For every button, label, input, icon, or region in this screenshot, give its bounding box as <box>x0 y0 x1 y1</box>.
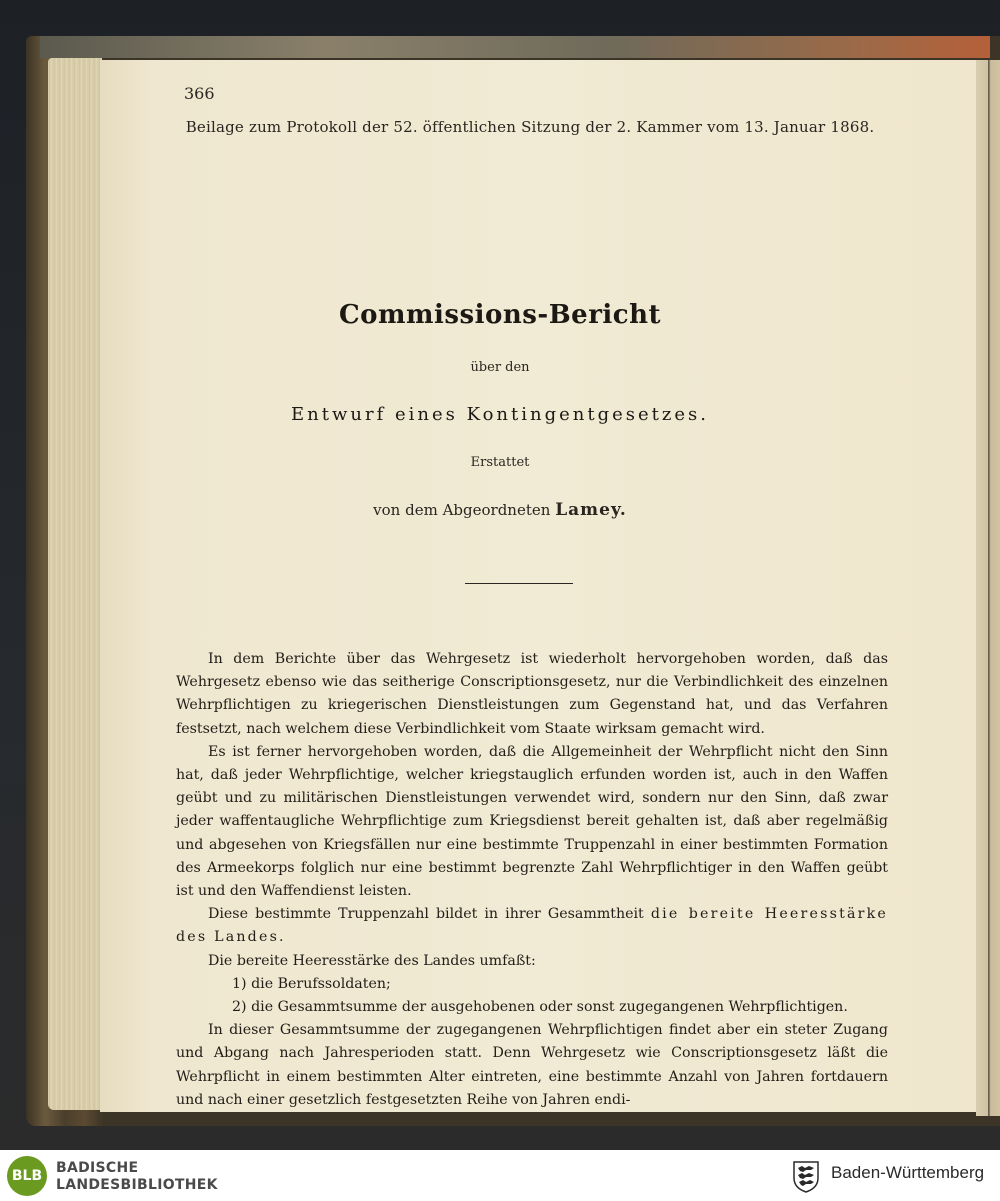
list-item-1: 1) die Berufssoldaten; <box>232 975 391 992</box>
blb-logo[interactable]: BLB <box>7 1156 47 1196</box>
report-title: Commissions-Bericht <box>338 300 662 330</box>
coat-of-arms-icon <box>790 1160 822 1194</box>
paragraph-3-spaced: die bereite Heeresstärke des Landes. <box>176 906 888 946</box>
paragraph-3-start: Diese bestimmte Truppenzahl bildet in ihrer Gesammtheit <box>208 906 644 923</box>
report-author-line <box>180 500 820 520</box>
body-text <box>176 648 888 1112</box>
paragraph-2: Es ist ferner hervorgehoben worden, daß die Allgemeinheit der Wehrpflicht nicht den Sinn hat, daß jeder Wehrpflichtige, welcher kriegstauglich erfunden worden ist, auch in den Waffen geübt und zu militärischen Dienstleistungen verwendet wird, sondern nur den Sinn, daß zwar jeder waffentaugliche Wehrpflichtige zum Kriegsdienst bereit gehalten ist, daß aber regelmäßig und abgesehen von Kriegsfällen nur eine bestimmte Truppenzahl in einer bestimmten Formation des Armeekorps folglich nur eine bestimmt begrenzte Zahl Wehrpflichtiger in den Waffen geübt ist und den Waffendienst leisten. <box>176 743 888 900</box>
book-cover-top-edge <box>40 36 990 58</box>
blb-name-line1: BADISCHE <box>56 1160 139 1176</box>
paragraph-5: In dieser Gesammtsumme der zugegangenen Wehrpflichtigen findet aber ein steter Zugang und Abgang nach Jahresperioden statt. Denn Wehrgesetz wie Conscriptionsgesetz läßt die Wehrpflicht in einem bestimmten Alter eintreten, eine bestimmte Anzahl von Jahren fortdauern und nach einer gesetzlich festgesetzten Reihe von Jahren endi- <box>176 1022 888 1108</box>
paragraph-3 <box>176 903 888 949</box>
divider-rule <box>465 583 573 584</box>
list-item-2: 2) die Gesammtsumme der ausgehobenen oder sonst zugegangenen Wehrpflichtigen. <box>232 999 848 1016</box>
bw-name[interactable]: Baden-Württemberg <box>831 1163 985 1182</box>
author-name: Lamey. <box>555 500 627 520</box>
blb-name[interactable] <box>56 1160 218 1194</box>
running-header: Beilage zum Protokoll der 52. öffentlichen Sitzung der 2. Kammer vom 13. Januar 1868. <box>185 118 875 136</box>
report-delivered: Erstattet <box>470 455 530 470</box>
paragraph-1: In dem Berichte über das Wehrgesetz ist wiederholt hervorgehoben worden, daß das Wehrgesetz ebenso wie das seitherige Conscriptionsgesetz, nur die Verbindlichkeit des einzelnen Wehrpflichtigen zu kriegerischen Dienstleistungen zum Gegenstand hat, und das Verfahren festsetzt, nach welchem diese Verbindlichkeit vom Staate wirksam gemacht wird. <box>176 651 888 737</box>
report-over: über den <box>470 360 530 375</box>
page-edges <box>48 58 102 1110</box>
blb-name-line2: LANDESBIBLIOTHEK <box>56 1177 218 1193</box>
paragraph-4: Die bereite Heeresstärke des Landes umfaßt: <box>208 952 536 969</box>
page-gutter <box>976 60 1000 1116</box>
author-prefix: von dem Abgeordneten <box>373 501 551 519</box>
report-subject: Entwurf eines Kontingentgesetzes. <box>291 404 709 425</box>
page-number: 366 <box>184 84 215 103</box>
